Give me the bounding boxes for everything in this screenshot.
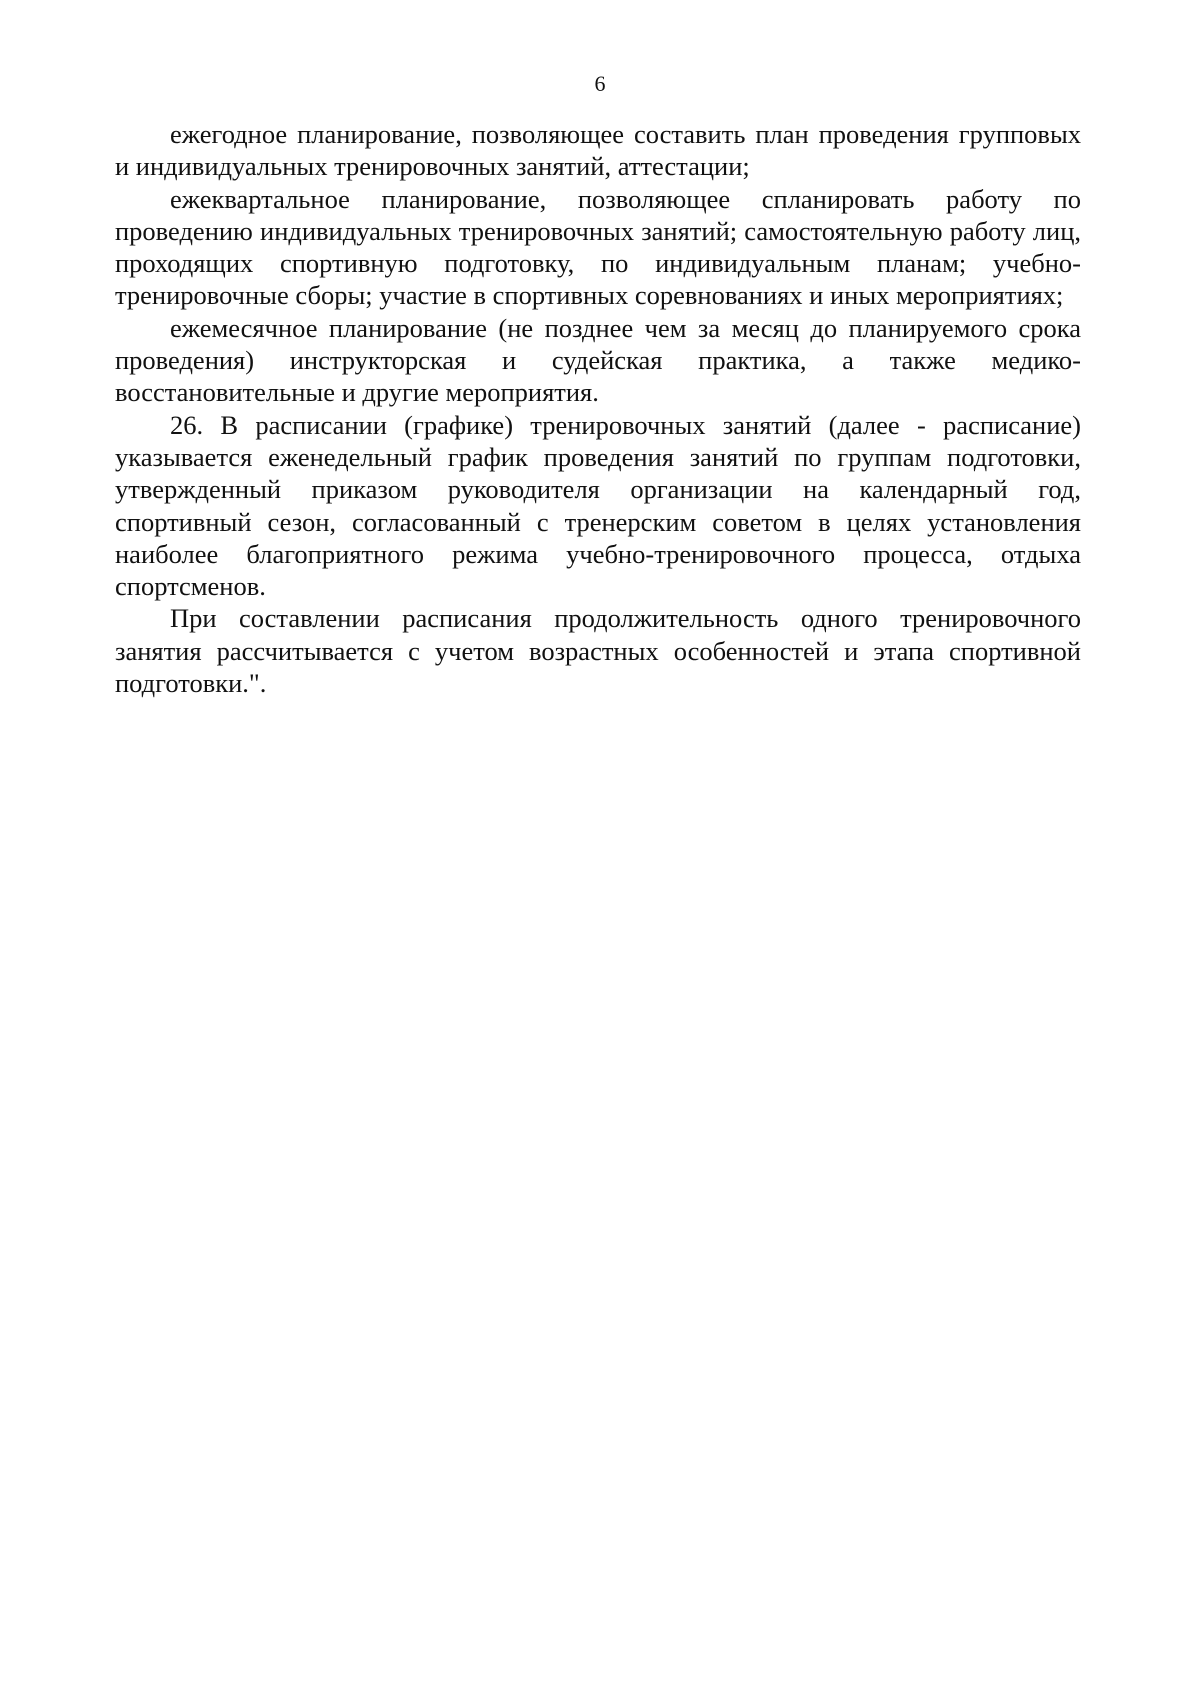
- paragraph-monthly-planning: ежемесячное планирование (не позднее чем за месяц до планируемого срока проведения) инструкторская и судейская практика, а также медико-восстановительные и другие мероприятия.: [115, 312, 1081, 408]
- document-body: [115, 118, 1081, 699]
- paragraph-session-duration: При составлении расписания продолжительность одного тренировочного занятия рассчитывается с учетом возрастных особенностей и этапа спортивной подготовки.".: [115, 603, 1081, 699]
- paragraph-quarterly-planning: ежеквартальное планирование, позволяющее спланировать работу по проведению индивидуальных тренировочных занятий; самостоятельную работу лиц, проходящих спортивную подготовку, по индивидуальным планам; учебно-тренировочные сборы; участие в спортивных соревнованиях и иных мероприятиях;: [115, 183, 1081, 311]
- paragraph-annual-planning: ежегодное планирование, позволяющее составить план проведения групповых и индивидуальных тренировочных занятий, аттестации;: [115, 119, 1081, 182]
- page-number: 6: [594, 71, 606, 96]
- paragraph-item-26-schedule: 26. В расписании (графике) тренировочных занятий (далее - расписание) указывается еженедельный график проведения занятий по группам подготовки, утвержденный приказом руководителя организации на календарный год, спортивный сезон, согласованный с тренерским советом в целях установления наиболее благоприятного режима учебно-тренировочного процесса, отдыха спортсменов.: [115, 409, 1081, 602]
